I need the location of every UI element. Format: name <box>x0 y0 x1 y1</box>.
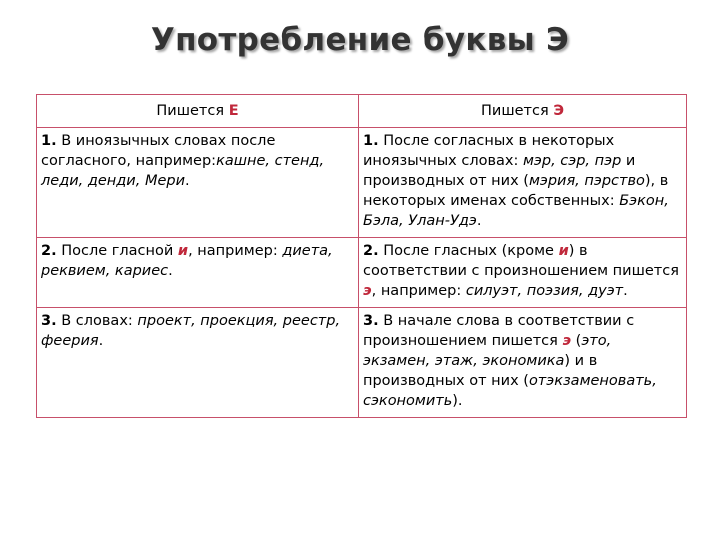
highlight-letter: э <box>363 283 372 299</box>
rule-text: , например: <box>371 283 466 299</box>
header-letter-e: Е <box>228 103 239 119</box>
rule-text: ) и в производных от них ( <box>363 353 598 389</box>
rule-examples: отэкзаменовать, сэкономить <box>363 373 657 409</box>
rule-end: ). <box>452 393 463 409</box>
rule-cell-e-2 <box>37 238 359 308</box>
rule-text: и производных от них ( <box>363 153 636 189</box>
highlight-letter: и <box>177 243 189 259</box>
rule-end: . <box>98 333 104 349</box>
rule-number: 2. <box>41 243 57 259</box>
rule-examples: кашне, стенд, леди, денди, Мери <box>41 153 325 189</box>
table-row <box>37 238 687 308</box>
table-row <box>37 128 687 238</box>
rule-end: . <box>476 213 482 229</box>
rule-text: После согласных в некоторых иноязычных словах: <box>363 133 615 169</box>
rule-cell-e-reversed-1 <box>359 128 687 238</box>
header-letter-e-reversed: Э <box>553 103 564 119</box>
rule-examples: мэрия, пэрство <box>528 173 645 189</box>
rule-text: В начале слова в соответствии с произношением пишется <box>363 313 635 349</box>
rule-examples: мэр, сэр, пэр <box>522 153 622 169</box>
table-row <box>37 308 687 418</box>
column-header-e-reversed <box>359 95 687 128</box>
rule-examples: проект, проекция, реестр, феерия <box>41 313 341 349</box>
rule-examples: Бэкон, Бэла, Улан-Удэ <box>363 193 669 229</box>
header-prefix: Пишется <box>156 103 229 119</box>
rule-examples: диета, реквием, кариес <box>41 243 333 279</box>
rule-number: 1. <box>41 133 57 149</box>
rule-text: , например: <box>188 243 283 259</box>
rule-cell-e-3 <box>37 308 359 418</box>
rule-cell-e-1 <box>37 128 359 238</box>
rule-number: 3. <box>363 313 379 329</box>
rule-end: . <box>623 283 628 299</box>
rule-end: . <box>168 263 173 279</box>
rule-number: 3. <box>41 313 57 329</box>
page-title: Употребление буквы Э <box>150 22 570 58</box>
rule-cell-e-reversed-3 <box>359 308 687 418</box>
rules-table <box>36 94 687 418</box>
rule-text: В иноязычных словах после согласного, например: <box>41 133 276 169</box>
table-header-row <box>37 95 687 128</box>
rule-text: ) в соответствии с произношением пишется <box>363 243 679 279</box>
rule-text: После гласной <box>56 243 178 259</box>
rule-examples: это, экзамен, этаж, экономика <box>363 333 612 369</box>
column-header-e <box>37 95 359 128</box>
rule-examples: силуэт, поэзия, дуэт <box>465 283 624 299</box>
highlight-letter: э <box>562 333 572 349</box>
rule-text: ), в некоторых именах собственных: <box>363 173 669 209</box>
header-prefix: Пишется <box>481 103 554 119</box>
rule-text: После гласных (кроме <box>378 243 559 259</box>
rule-number: 1. <box>363 133 379 149</box>
rule-text: ( <box>571 333 582 349</box>
rule-cell-e-reversed-2 <box>359 238 687 308</box>
rule-end: . <box>185 173 190 189</box>
highlight-letter: и <box>558 243 569 259</box>
rule-text: В словах: <box>56 313 138 329</box>
rule-number: 2. <box>363 243 379 259</box>
